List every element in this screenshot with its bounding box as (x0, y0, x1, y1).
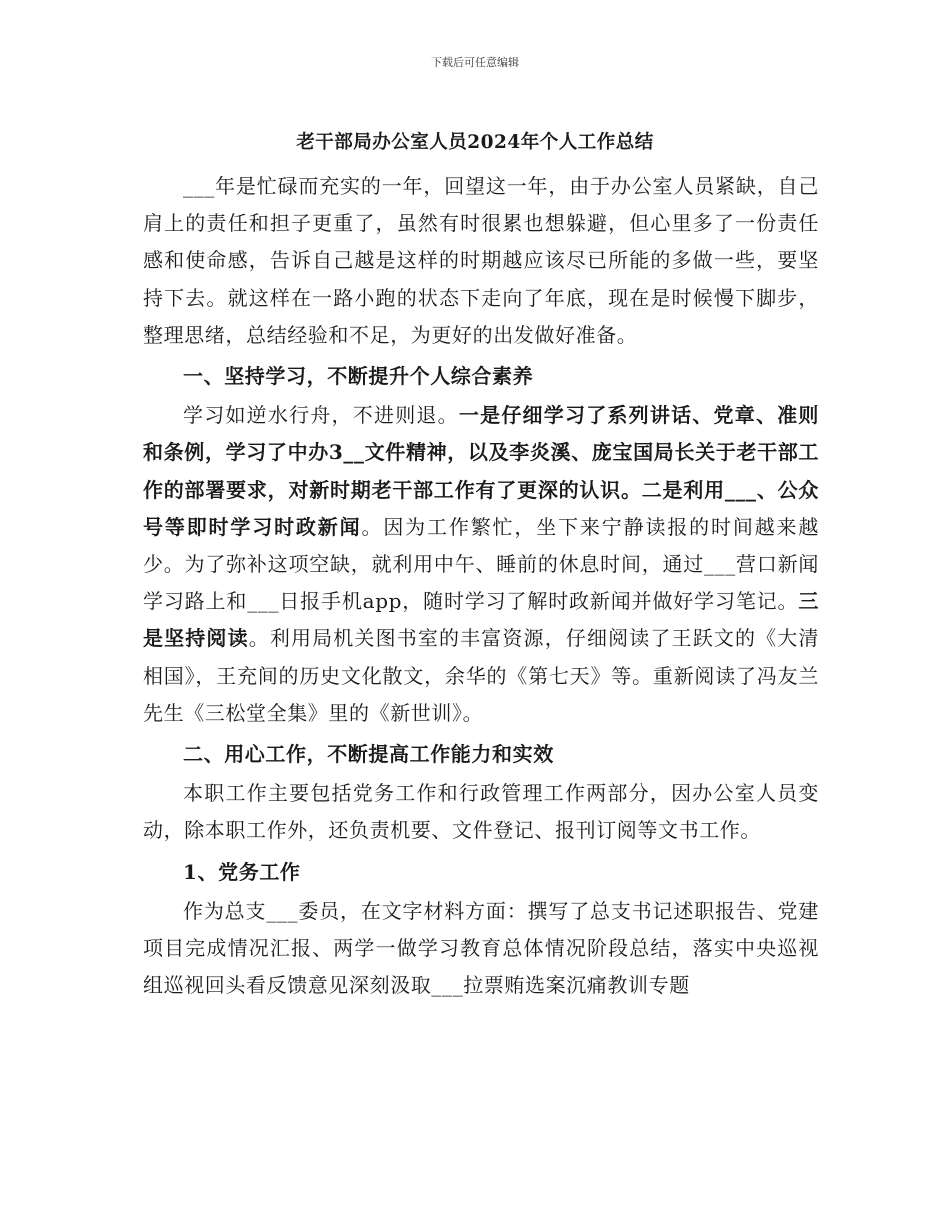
work-paragraph: 本职工作主要包括党务工作和行政管理工作两部分，因办公室人员变动，除本职工作外，还负责机要、文件登记、报刊订阅等文书工作。 (143, 781, 819, 843)
document-title: 老干部局办公室人员2024年个人工作总结 (296, 132, 654, 153)
party-affairs-paragraph: 作为总支___委员，在文字材料方面：撰写了总支书记述职报告、党建项目完成情况汇报、两学一做学习教育总体情况阶段总结，落实中央巡视组巡视回头看反馈意见深刻汲取___拉票贿选案沉痛教训专题 (143, 898, 819, 998)
section-heading-study: 一、坚持学习，不断提升个人综合素养 (183, 364, 534, 389)
study-point-three: 三是坚持阅读 (143, 589, 819, 651)
study-points-one-two: 一是仔细学习了系列讲话、党章、准则和条例，学习了中办3__文件精神，以及李炎溪、庞宝国局长关于老干部工作的部署要求，对新时期老干部工作有了更深的认识。二是利用___、公众号等即时学习时政新闻 (143, 403, 819, 539)
download-note: 下载后可任意编辑 (431, 56, 519, 69)
study-text-start: 学习如逆水行舟，不进则退。 (183, 403, 459, 428)
subsection-heading-party-affairs: 1、党务工作 (183, 859, 301, 884)
study-text-middle: 。因为工作繁忙，坐下来宁静读报的时间越来越少。为了弥补这项空缺，就利用中午、睡前的休息时间，通过___营口新闻学习路上和___日报手机app，随时学习了解时政新闻并做好学习笔记。 (143, 514, 819, 614)
section-heading-work: 二、用心工作，不断提高工作能力和实效 (183, 742, 554, 767)
intro-paragraph: ___年是忙碌而充实的一年，回望这一年，由于办公室人员紧缺，自己肩上的责任和担子更重了，虽然有时很累也想躲避，但心里多了一份责任感和使命感，告诉自己越是这样的时期越应该尽已所能的多做一些，要坚持下去。就这样在一路小跑的状态下走向了年底，现在是时候慢下脚步，整理思绪，总结经验和不足，为更好的出发做好准备。 (143, 174, 819, 347)
study-paragraph (143, 397, 819, 732)
document-body (143, 168, 819, 1004)
study-text-end: 。利用局机关图书室的丰富资源，仔细阅读了王跃文的《大清相国》，王充间的历史文化散文，余华的《第七天》等。重新阅读了冯友兰先生《三松堂全集》里的《新世训》。 (143, 626, 820, 725)
